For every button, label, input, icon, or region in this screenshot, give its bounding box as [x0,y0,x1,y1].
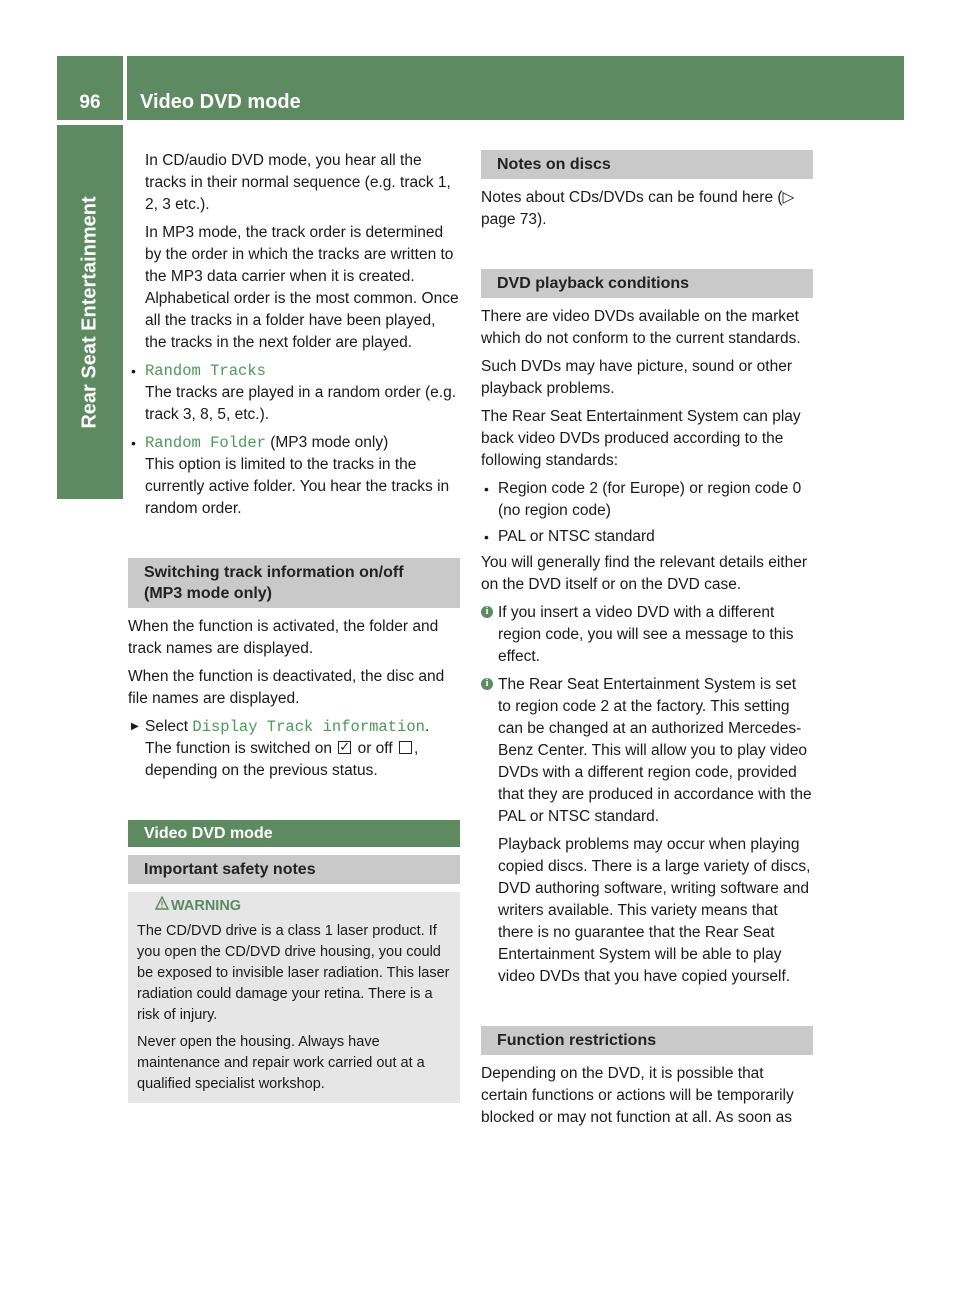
warning-paragraph-1: The CD/DVD drive is a class 1 laser product. If you open the CD/DVD drive housing, you could be exposed to invisible laser radiation. This laser radiation could damage your retina. There is a risk of injury. [137,923,450,1023]
warning-title [137,896,451,917]
mp3-mode-paragraph: In MP3 mode, the track order is determined by the order in which the tracks are written to the MP3 data carrier when it is created. Alphabetical order is the most common. Once all the tracks in a folder have been played, the tracks in the next folder are played. [145,224,459,351]
display-track-information-option: Display Track information [192,718,425,736]
deactivated-paragraph: When the function is deactivated, the disc and file names are displayed. [128,668,445,707]
conditions-paragraph-1: There are video DVDs available on the market which do not conform to the current standards. [481,308,801,347]
select-step [128,716,460,738]
random-tracks-desc: The tracks are played in a random order (e.g. track 3, 8, 5, etc.). [145,384,457,423]
random-tracks-option: Random Tracks [145,362,266,380]
switched-text-4: depending on the previous status. [145,762,378,779]
left-column [128,150,460,1103]
random-folder-item [128,432,460,454]
warning-triangle-icon [155,896,169,917]
page-title: Video DVD mode [127,56,904,120]
random-folder-option: Random Folder [145,434,266,452]
notes-on-discs-heading: Notes on discs [481,150,813,179]
region-code-bullet: • Region code 2 (for Europe) or region code 0 (no region code) [481,478,813,522]
switched-text-3: , [413,740,419,757]
random-folder-desc: This option is limited to the tracks in the currently active folder. You hear the tracks in random order. [145,456,450,517]
info-icon: i [481,606,493,618]
info-icon: i [481,678,493,690]
checkbox-empty-icon [399,741,412,754]
info-note-2 [481,674,813,828]
conditions-paragraph-3: The Rear Seat Entertainment System can play back video DVDs produced according to the following standards: [481,408,801,469]
dvd-playback-conditions-heading: DVD playback conditions [481,269,813,298]
right-column [481,150,813,1135]
switched-text-1: The function is switched on [145,740,337,757]
warning-box [128,892,460,1103]
restrictions-paragraph: Depending on the DVD, it is possible that certain functions or actions will be temporarily blocked or may not function at all. As soon as [481,1065,794,1126]
function-restrictions-heading: Function restrictions [481,1026,813,1055]
random-folder-suffix: (MP3 mode only) [265,434,389,451]
random-tracks-item [128,360,460,382]
details-paragraph: You will generally find the relevant details either on the DVD itself or on the DVD case. [481,554,807,593]
cd-mode-paragraph: In CD/audio DVD mode, you hear all the tracks in their normal sequence (e.g. track 1, 2, 3 etc.). [145,152,451,213]
notes-paragraph: Notes about CDs/DVDs can be found here (▷ page 73). [481,189,795,228]
select-suffix: . [424,718,430,735]
safety-notes-heading: Important safety notes [128,855,460,884]
video-dvd-heading: Video DVD mode [128,820,460,847]
sidebar-section-label-wrap [57,125,123,499]
page-number: 96 [57,56,123,120]
info-note-1-text: If you insert a video DVD with a different region code, you will see a message to this effect. [498,604,794,665]
info-note-2-continued: Playback problems may occur when playing copied discs. There is a large variety of discs, DVD authoring software, writing software and writers available. This variety means that there is no guarantee that the Rear Seat Entertainment System will be able to play video DVDs that you have copied yourself. [498,836,811,985]
pal-ntsc-bullet: • PAL or NTSC standard [481,526,813,548]
sidebar-section-label: Rear Seat Entertainment [78,195,101,429]
info-note-1 [481,602,813,668]
warning-title-text: WARNING [171,898,242,914]
warning-paragraph-2: Never open the housing. Always have maintenance and repair work carried out at a qualified specialist workshop. [137,1034,425,1092]
info-note-2-text: The Rear Seat Entertainment System is set to region code 2 at the factory. This setting can be changed at an authorized Mercedes-Benz Center. This will allow you to play video DVDs with a different region code, provided that they are produced in accordance with the PAL or NTSC standard. [498,676,812,825]
checkbox-checked-icon [338,741,351,754]
switched-text-2: or off [353,740,397,757]
activated-paragraph: When the function is activated, the folder and track names are displayed. [128,618,439,657]
switched-result [128,738,460,782]
select-prefix: Select [145,718,193,735]
conditions-paragraph-2: Such DVDs may have picture, sound or other playback problems. [481,358,793,397]
switching-heading: Switching track information on/off (MP3 mode only) [128,558,460,608]
